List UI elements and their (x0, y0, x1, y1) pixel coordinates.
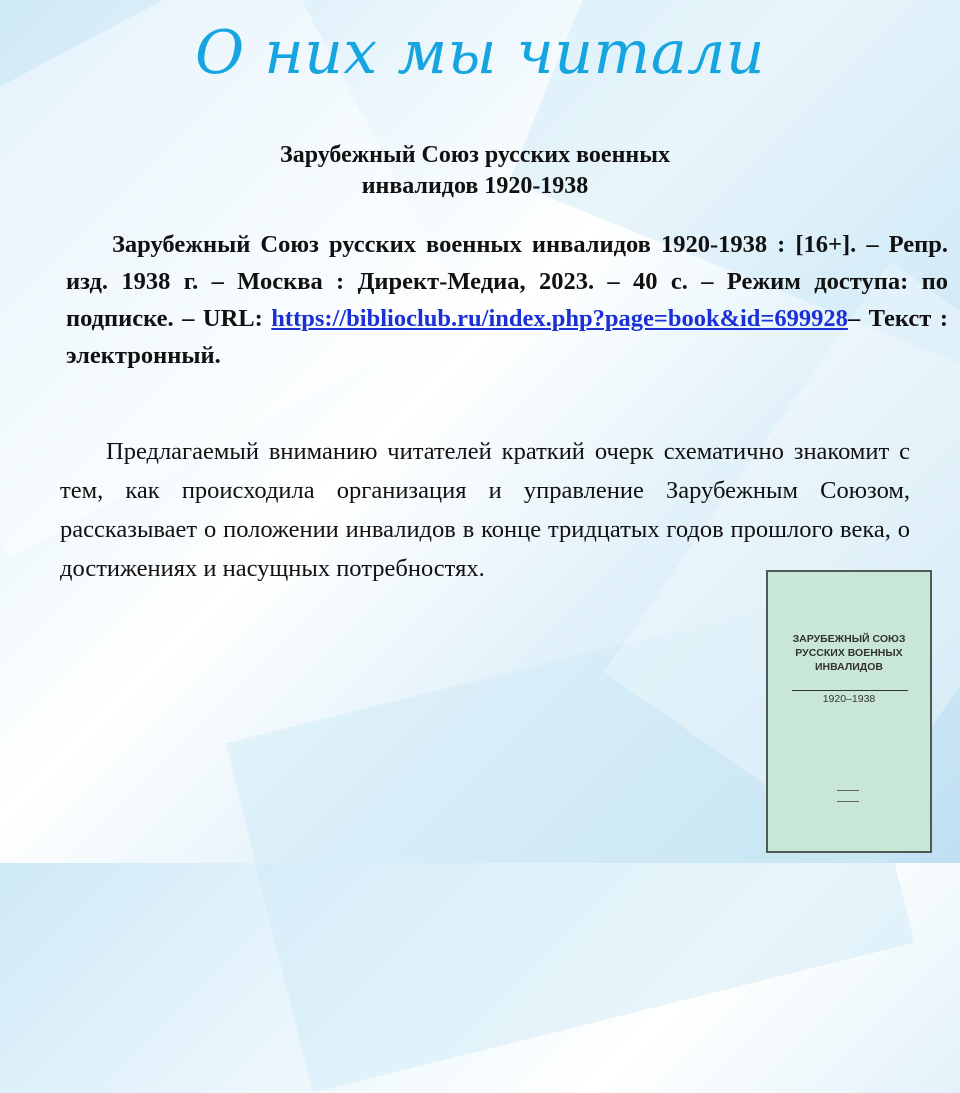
cover-title-line: ЗАРУБЕЖНЫЙ СОЮЗ (792, 633, 906, 645)
cover-divider (792, 690, 908, 691)
publisher-logo-icon (837, 790, 859, 802)
cover-title-line: ИНВАЛИДОВ (814, 661, 884, 673)
citation-text: Зарубежный Союз русских военных инвалидов 1920-1938 : [16+]. – Репр. изд. 1938 г. – Москва : Директ-Медиа, 2023. – 40 с. – Режим доступа: по подписке. – URL: (66, 231, 948, 332)
book-heading-line-2: инвалидов 1920-1938 (361, 173, 589, 199)
book-link[interactable]: https://biblioclub.ru/index.php?page=book&id=699928 (271, 305, 848, 332)
book-heading (190, 140, 760, 202)
book-description: Предлагаемый вниманию читателей краткий очерк схематично знакомит с тем, как происходила организация и управление Зарубежным Союзом, рассказывает о положении инвалидов в конце тридцатых годов прошлого века, о достижениях и насущных потребностях. (60, 438, 910, 582)
cover-title (768, 632, 930, 674)
cover-title-line: РУССКИХ ВОЕННЫХ (795, 647, 903, 659)
cover-years: 1920–1938 (822, 693, 876, 705)
book-cover-image (766, 570, 932, 853)
bibliographic-citation (66, 226, 948, 374)
book-heading-line-1: Зарубежный Союз русских военных (280, 142, 670, 168)
page-title: О них мы читали (195, 18, 765, 88)
citation-suffix: – Текст : электронный. (66, 305, 948, 369)
